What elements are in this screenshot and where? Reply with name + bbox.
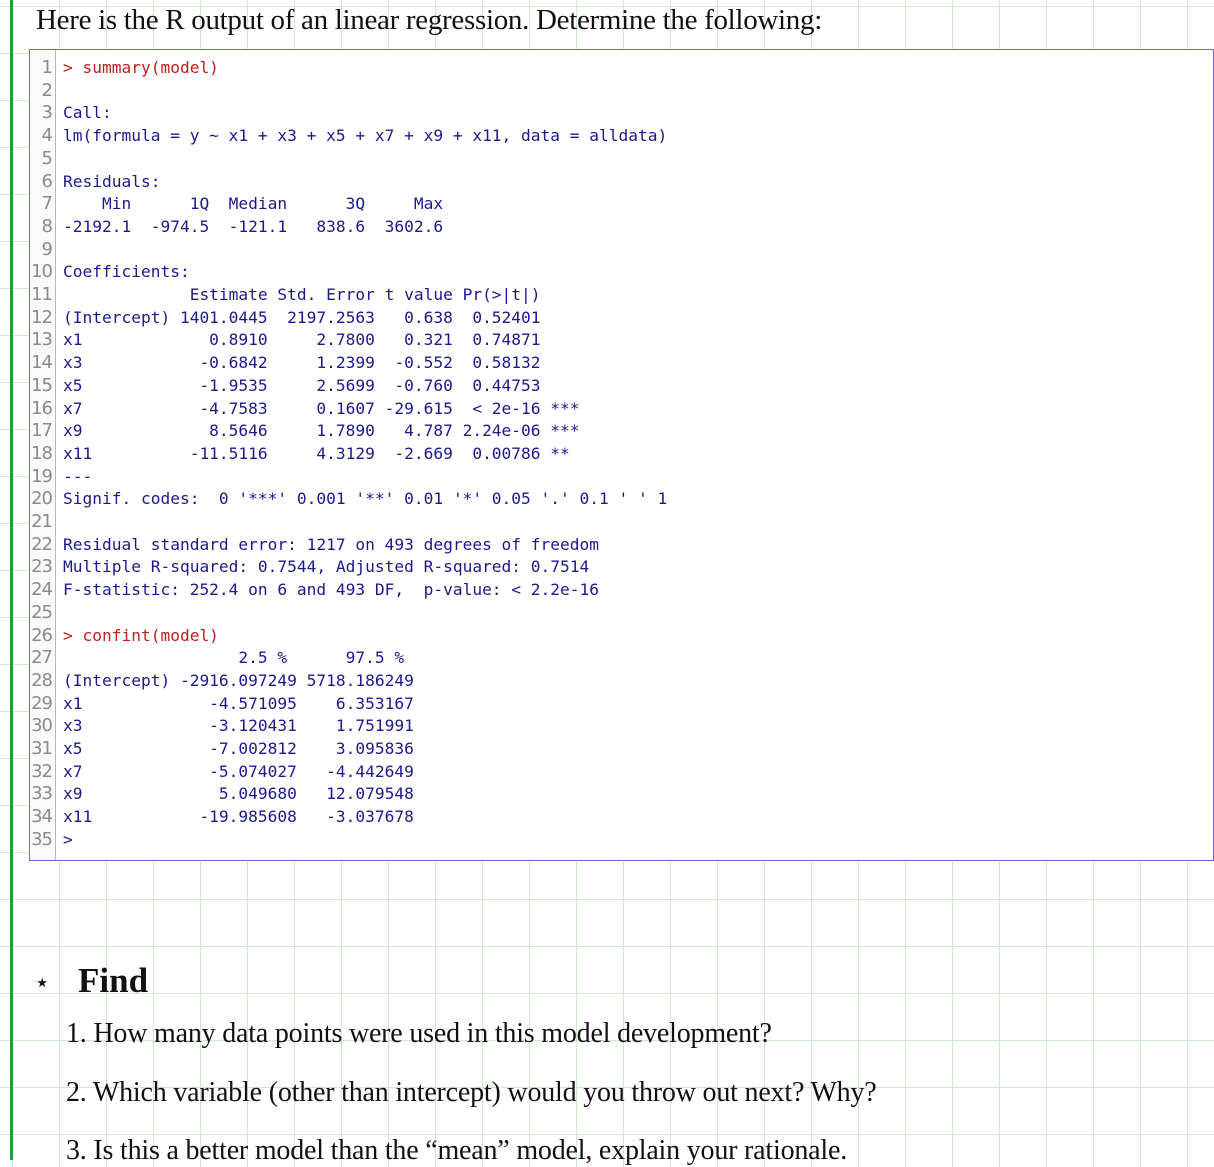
- line-number: 33: [31, 783, 52, 805]
- line-number: 11: [31, 284, 52, 305]
- code-line: [30, 829, 73, 852]
- code-line: [30, 761, 414, 784]
- r-output-text: Min 1Q Median 3Q Max: [63, 194, 444, 214]
- r-output-text: x1 -4.571095 6.353167: [63, 693, 414, 713]
- line-number: 24: [31, 579, 52, 601]
- r-output-text: x9 5.049680 12.079548: [63, 784, 414, 804]
- star-bullet-icon: ⋆: [34, 968, 51, 997]
- code-line: [30, 80, 63, 103]
- r-output-text: Residuals:: [63, 171, 161, 191]
- code-line: [30, 420, 580, 443]
- line-number: 28: [31, 669, 52, 691]
- line-number: 1: [41, 57, 52, 78]
- code-line: [30, 307, 541, 330]
- line-number: 32: [31, 760, 52, 782]
- r-output-text: Residual standard error: 1217 on 493 degrees of freedom: [63, 534, 600, 554]
- code-line: [30, 488, 667, 511]
- line-number: 6: [41, 170, 52, 192]
- r-output-text: 2.5 % 97.5 %: [63, 648, 405, 668]
- code-line: [30, 216, 443, 239]
- r-output-text: x9 8.5646 1.7890 4.787 2.24e-06 ***: [63, 421, 580, 441]
- code-line: [30, 806, 414, 829]
- line-number: 18: [31, 442, 52, 464]
- code-line: [30, 534, 599, 557]
- line-number: 27: [31, 647, 52, 669]
- line-number: 4: [41, 125, 52, 147]
- r-command-text: > confint(model): [63, 625, 219, 645]
- r-output-text: lm(formula = y ~ x1 + x3 + x5 + x7 + x9 + x11, data = alldata): [63, 126, 668, 146]
- code-line: [30, 670, 414, 693]
- code-line: [30, 284, 541, 307]
- code-line: [30, 352, 541, 375]
- line-number: 29: [31, 692, 52, 714]
- r-output-text: Signif. codes: 0 '***' 0.001 '**' 0.01 '*' 0.05 '.' 0.1 ' ' 1: [63, 489, 668, 509]
- line-number: 12: [31, 306, 52, 328]
- r-output-text: Estimate Std. Error t value Pr(>|t|): [63, 285, 541, 304]
- code-line: [30, 443, 570, 466]
- r-output-text: x3 -3.120431 1.751991: [63, 716, 414, 736]
- code-line: [30, 715, 414, 738]
- code-line: [30, 148, 63, 171]
- line-number: 16: [31, 397, 52, 419]
- find-heading: Find: [78, 961, 149, 1000]
- code-line: [30, 738, 414, 761]
- r-output-text: x7 -4.7583 0.1607 -29.615 < 2e-16 ***: [63, 398, 580, 418]
- line-number: 14: [31, 352, 52, 374]
- r-output-text: x3 -0.6842 1.2399 -0.552 0.58132: [63, 353, 541, 373]
- line-number: 34: [31, 806, 52, 828]
- r-command-text: > summary(model): [63, 58, 219, 77]
- line-number: 7: [41, 193, 52, 215]
- code-line: [30, 625, 219, 648]
- line-number: 13: [31, 329, 52, 351]
- line-number: 3: [41, 102, 52, 124]
- code-line: [30, 398, 580, 421]
- code-line: [30, 193, 443, 216]
- line-number: 8: [41, 215, 52, 237]
- line-number: 5: [41, 147, 52, 169]
- r-output-code-block[interactable]: [29, 49, 1214, 861]
- code-line: [30, 579, 599, 602]
- r-output-text: Call:: [63, 103, 112, 123]
- line-number: 31: [31, 738, 52, 759]
- code-line: [30, 647, 404, 670]
- r-output-text: x7 -5.074027 -4.442649: [63, 761, 414, 781]
- code-line: [30, 466, 92, 489]
- code-line: [30, 556, 589, 579]
- page-heading: Here is the R output of an linear regression. Determine the following:: [36, 4, 822, 36]
- code-line: [30, 125, 667, 148]
- code-line: [30, 329, 541, 352]
- r-output-text: x5 -7.002812 3.095836: [63, 739, 414, 758]
- r-output-text: Coefficients:: [63, 262, 190, 282]
- r-output-text: x11 -19.985608 -3.037678: [63, 807, 414, 827]
- code-line: [30, 783, 414, 806]
- code-line: [30, 693, 414, 716]
- r-output-text: x5 -1.9535 2.5699 -0.760 0.44753: [63, 375, 541, 395]
- line-number: 22: [31, 533, 52, 555]
- line-number: 15: [31, 374, 52, 396]
- r-output-text: -2192.1 -974.5 -121.1 838.6 3602.6: [63, 216, 444, 236]
- question-3: 3. Is this a better model than the “mean” model, explain your rationale.: [66, 1135, 848, 1166]
- question-1: 1. How many data points were used in this model development?: [66, 1018, 772, 1049]
- code-line: [30, 57, 219, 80]
- r-output-text: Multiple R-squared: 0.7544, Adjusted R-squared: 0.7514: [63, 557, 590, 577]
- code-line: [30, 511, 63, 534]
- r-output-text: x1 0.8910 2.7800 0.321 0.74871: [63, 330, 541, 350]
- r-output-text: (Intercept) 1401.0445 2197.2563 0.638 0.52401: [63, 307, 541, 327]
- code-line: [30, 102, 112, 125]
- line-number: 19: [31, 465, 52, 487]
- line-number: 21: [31, 511, 52, 532]
- code-line: [30, 602, 63, 625]
- r-output-text: ---: [63, 466, 93, 486]
- line-number: 10: [31, 261, 52, 283]
- code-line: [30, 375, 541, 398]
- line-number: 23: [31, 556, 52, 578]
- code-line: [30, 239, 63, 262]
- line-number: 9: [41, 238, 52, 260]
- r-output-text: >: [63, 829, 73, 849]
- line-number: 30: [31, 715, 52, 737]
- code-line: [30, 171, 160, 194]
- line-number: 2: [41, 79, 52, 101]
- code-line: [30, 261, 190, 284]
- line-number: 25: [31, 601, 52, 623]
- question-2: 2. Which variable (other than intercept) would you throw out next? Why?: [66, 1077, 877, 1108]
- notebook-margin-line: [10, 0, 13, 1160]
- r-output-text: F-statistic: 252.4 on 6 and 493 DF, p-value: < 2.2e-16: [63, 580, 600, 600]
- line-number: 20: [31, 488, 52, 510]
- r-output-text: (Intercept) -2916.097249 5718.186249: [63, 670, 414, 690]
- r-output-text: x11 -11.5116 4.3129 -2.669 0.00786 **: [63, 443, 570, 463]
- line-number: 17: [31, 420, 52, 442]
- line-number: 26: [31, 624, 52, 646]
- line-number: 35: [31, 828, 52, 850]
